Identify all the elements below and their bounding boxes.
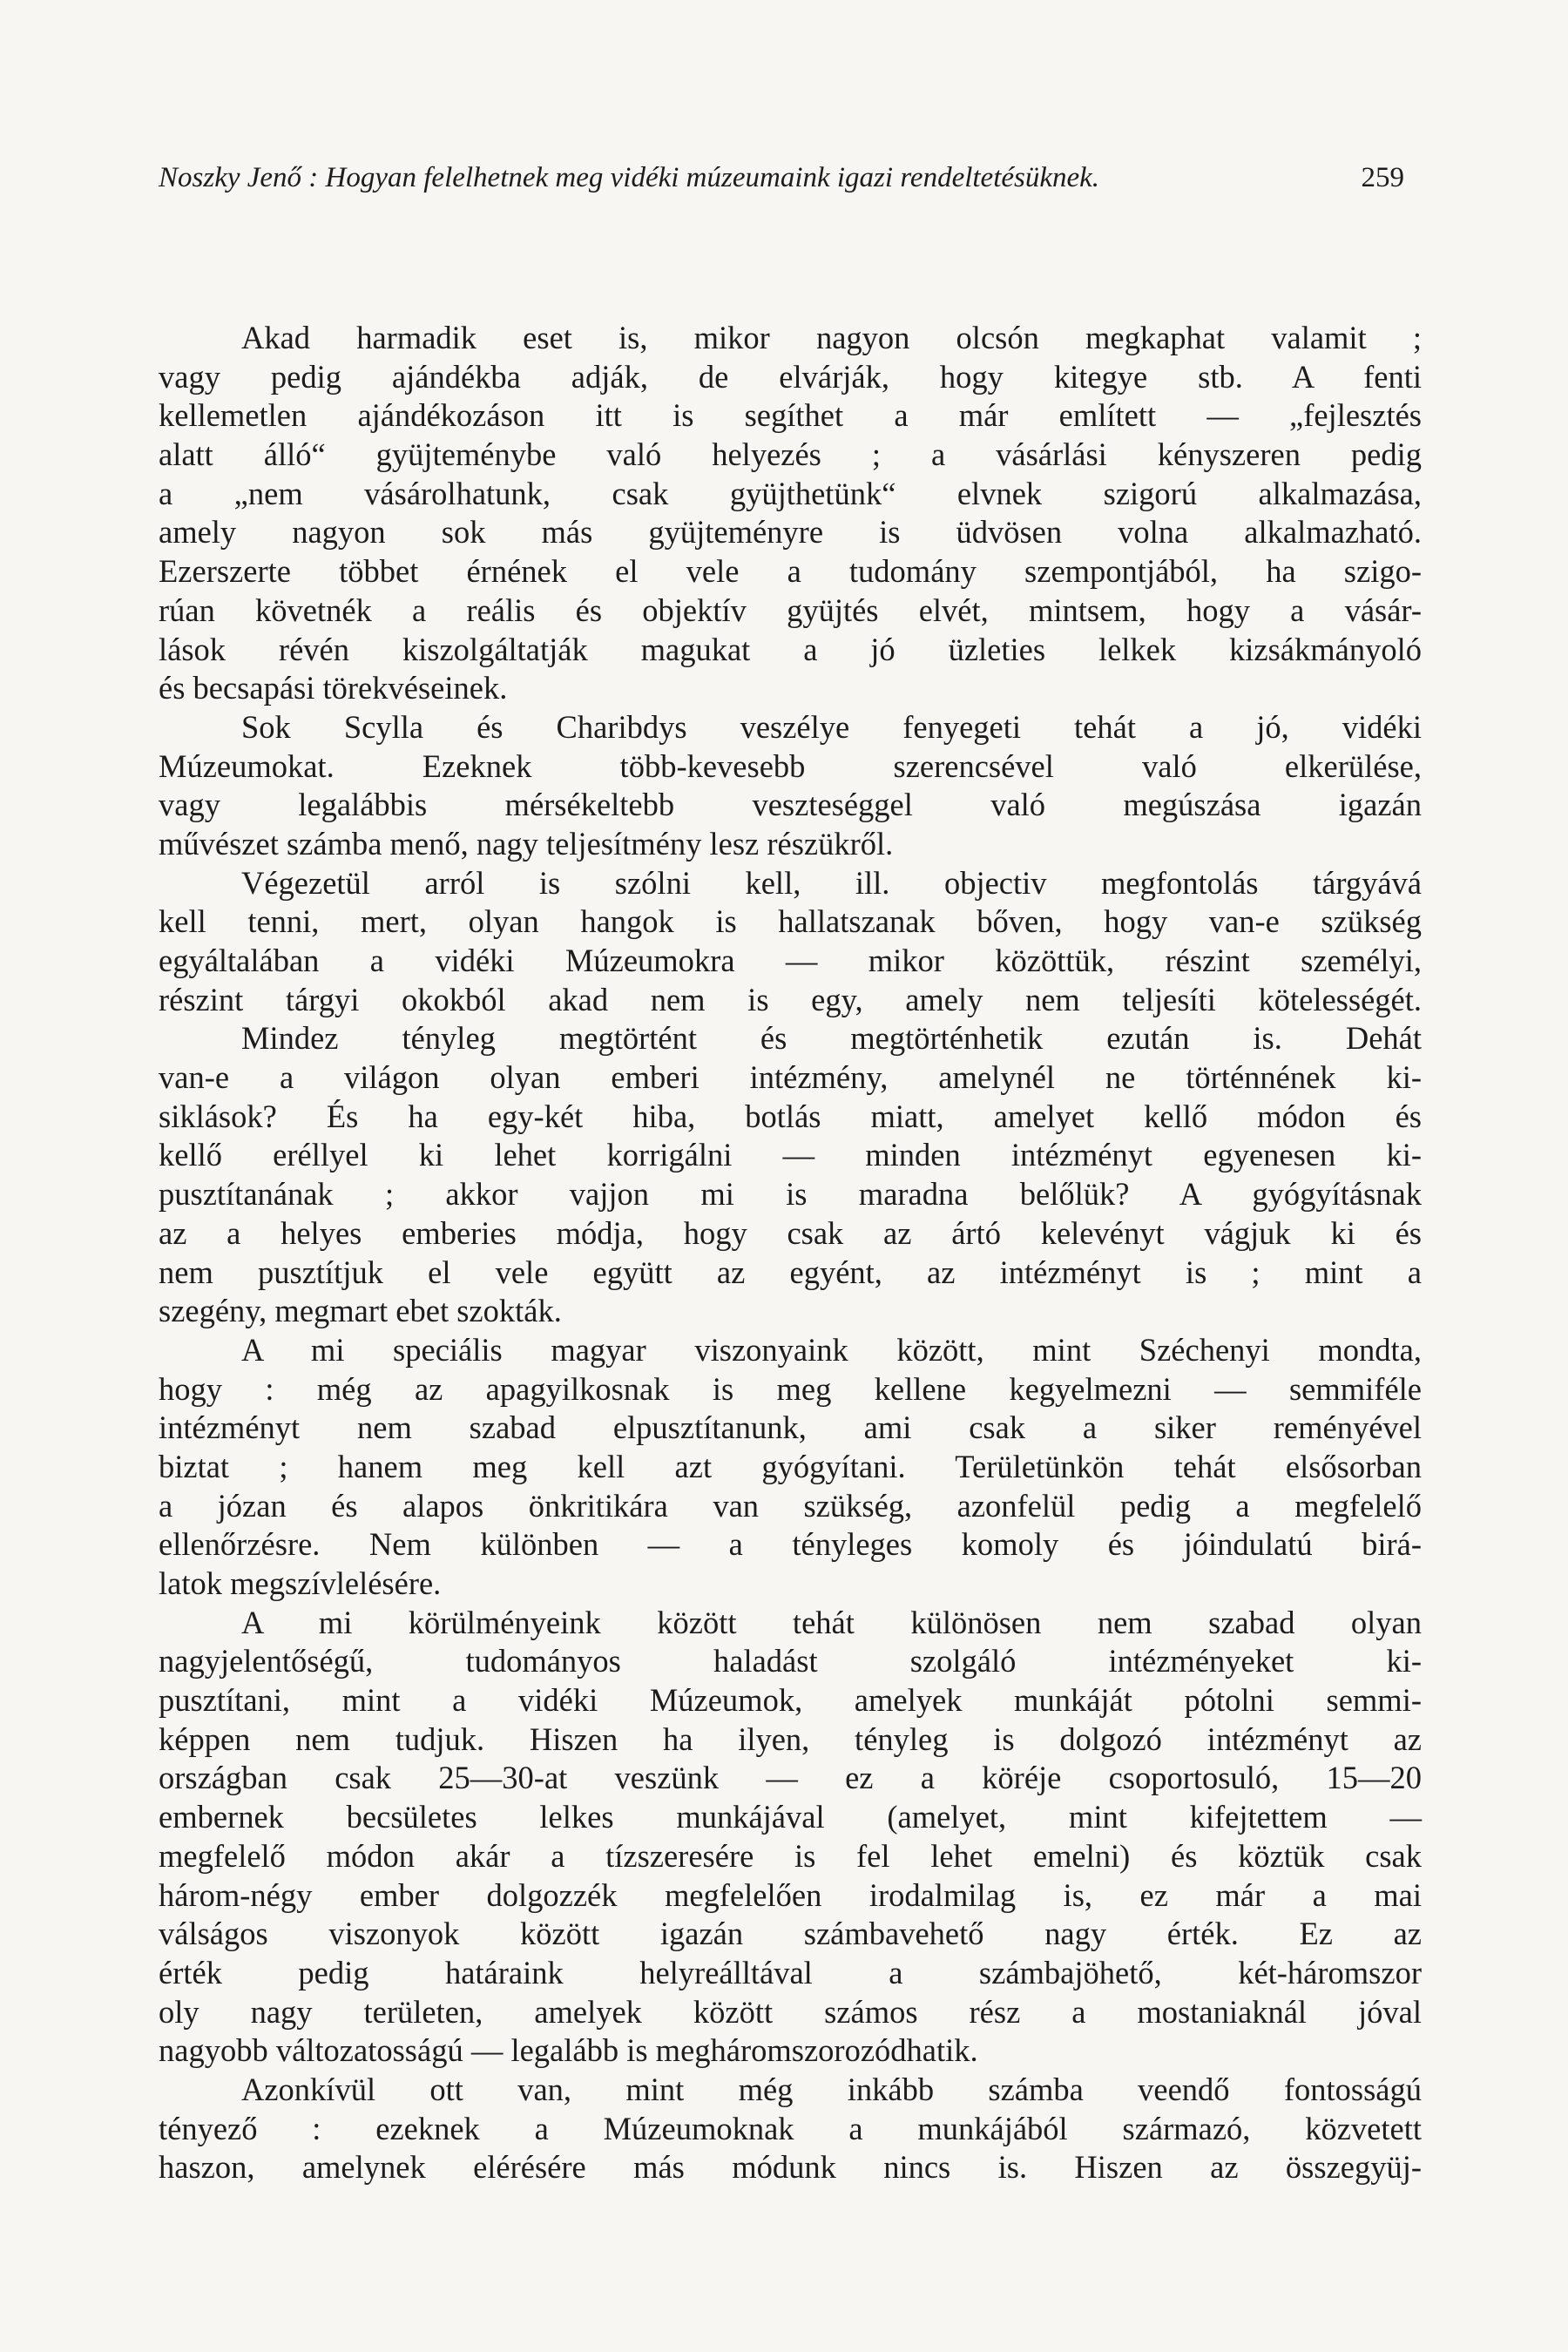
text-line: kellő eréllyel ki lehet korrigálni — minden intézményt egyenesen ki- <box>159 1137 1422 1173</box>
text-line: siklások? És ha egy-két hiba, botlás miatt, amelyet kellő módon és <box>159 1098 1422 1134</box>
text-line: három-négy ember dolgozzék megfelelően irodalmilag is, ez már a mai <box>159 1876 1422 1913</box>
text-line: van-e a világon olyan emberi intézmény, amelynél ne történnének ki- <box>159 1059 1422 1096</box>
text-line: képpen nem tudjuk. Hiszen ha ilyen, tényleg is dolgozó intézményt az <box>159 1720 1422 1757</box>
text-line: nagyobb változatosságú — legalább is megháromszorozódhatik. <box>159 2032 978 2069</box>
text-line: a józan és alapos önkritikára van szükség, azonfelül pedig a megfelelő <box>159 1487 1422 1524</box>
text-line: rúan követnék a reális és objektív gyüjtés elvét, mintsem, hogy a vásár- <box>159 591 1422 628</box>
text-line: kellemetlen ajándékozáson itt is segíthet a már említett — „fejlesztés <box>159 397 1422 434</box>
text-line: Ezerszerte többet érnének el vele a tudomány szempontjából, ha szigo- <box>159 553 1422 590</box>
text-line: embernek becsületes lelkes munkájával (amelyet, mint kifejtettem — <box>159 1799 1422 1835</box>
text-line: ellenőrzésre. Nem különben — a tényleges komoly és jóindulatú birá- <box>159 1526 1422 1563</box>
text-line: vagy pedig ajándékba adják, de elvárják, hogy kitegye stb. A fenti <box>159 358 1422 395</box>
text-line: válságos viszonyok között igazán számbavehető nagy érték. Ez az <box>159 1916 1422 1952</box>
text-line: A mi körülményeink között tehát különösen nem szabad olyan <box>241 1604 1422 1640</box>
text-line: Múzeumokat. Ezeknek több-kevesebb szerencsével való elkerülése, <box>159 747 1422 784</box>
text-line: Sok Scylla és Charibdys veszélye fenyegeti tehát a jó, vidéki <box>241 708 1422 745</box>
text-line: érték pedig határaink helyreálltával a számbajöhető, két-háromszor <box>159 1954 1422 1990</box>
text-line: művészet számba menő, nagy teljesítmény lesz részükről. <box>159 825 894 862</box>
text-line: Végezetül arról is szólni kell, ill. objectiv megfontolás tárgyává <box>241 864 1422 901</box>
text-line: szegény, megmart ebet szokták. <box>159 1293 562 1329</box>
text-line: nem pusztítjuk el vele együtt az egyént, az intézményt is ; mint a <box>159 1254 1422 1290</box>
text-line: lások révén kiszolgáltatják magukat a jó üzleties lelkek kizsákmányoló <box>159 631 1422 667</box>
text-line: a „nem vásárolhatunk, csak gyüjthetünk“ elvnek szigorú alkalmazása, <box>159 475 1422 511</box>
text-line: pusztítanának ; akkor vajjon mi is maradna belőlük? A gyógyításnak <box>159 1176 1422 1213</box>
running-title: Noszky Jenő : Hogyan felelhetnek meg vidéki múzeumaink igazi rendeltetésüknek. <box>159 162 1100 193</box>
body-text <box>159 319 1422 2187</box>
text-line: intézményt nem szabad elpusztítanunk, ami csak a siker reményével <box>159 1409 1422 1446</box>
text-line: hogy : még az apagyilkosnak is meg kellene kegyelmezni — semmiféle <box>159 1370 1422 1407</box>
text-line: Azonkívül ott van, mint még inkább számba veendő fontosságú <box>241 2071 1422 2107</box>
text-line: pusztítani, mint a vidéki Múzeumok, amelyek munkáját pótolni semmi- <box>159 1682 1422 1719</box>
text-line: kell tenni, mert, olyan hangok is hallatszanak bőven, hogy van-e szükség <box>159 903 1422 940</box>
text-line: oly nagy területen, amelyek között számos rész a mostaniaknál jóval <box>159 1993 1422 2030</box>
text-line: részint tárgyi okokból akad nem is egy, amely nem teljesíti kötelességét. <box>159 981 1422 1017</box>
text-line: biztat ; hanem meg kell azt gyógyítani. Területünkön tehát elsősorban <box>159 1448 1422 1484</box>
text-line: az a helyes emberies módja, hogy csak az ártó kelevényt vágjuk ki és <box>159 1214 1422 1251</box>
text-line: haszon, amelynek elérésére más módunk nincs is. Hiszen az összegyüj- <box>159 2149 1422 2186</box>
text-line: latok megszívlelésére. <box>159 1565 442 1601</box>
text-line: és becsapási törekvéseinek. <box>159 670 508 706</box>
text-line: Akad harmadik eset is, mikor nagyon olcsón megkaphat valamit ; <box>241 320 1422 355</box>
text-line: tényező : ezeknek a Múzeumoknak a munkájából származó, közvetett <box>159 2110 1422 2146</box>
text-line: országban csak 25—30-at veszünk — ez a köréje csoportosuló, 15—20 <box>159 1760 1422 1796</box>
text-line: amely nagyon sok más gyüjteményre is üdvösen volna alkalmazható. <box>159 514 1422 551</box>
text-line: vagy legalábbis mérsékeltebb veszteséggel való megúszása igazán <box>159 787 1422 823</box>
page-number: 259 <box>1361 162 1404 193</box>
text-line: egyáltalában a vidéki Múzeumokra — mikor közöttük, részint személyi, <box>159 943 1422 978</box>
text-line: A mi speciális magyar viszonyaink között, mint Széchenyi mondta, <box>241 1331 1422 1368</box>
text-line: megfelelő módon akár a tízszeresére is fel lehet emelni) és köztük csak <box>159 1837 1422 1874</box>
text-line: Mindez tényleg megtörtént és megtörténhetik ezután is. Dehát <box>241 1020 1422 1057</box>
text-line: nagyjelentőségű, tudományos haladást szolgáló intézményeket ki- <box>159 1643 1422 1680</box>
text-line: alatt álló“ gyüjteménybe való helyezés ; a vásárlási kényszeren pedig <box>159 436 1422 473</box>
running-header <box>159 155 1404 200</box>
